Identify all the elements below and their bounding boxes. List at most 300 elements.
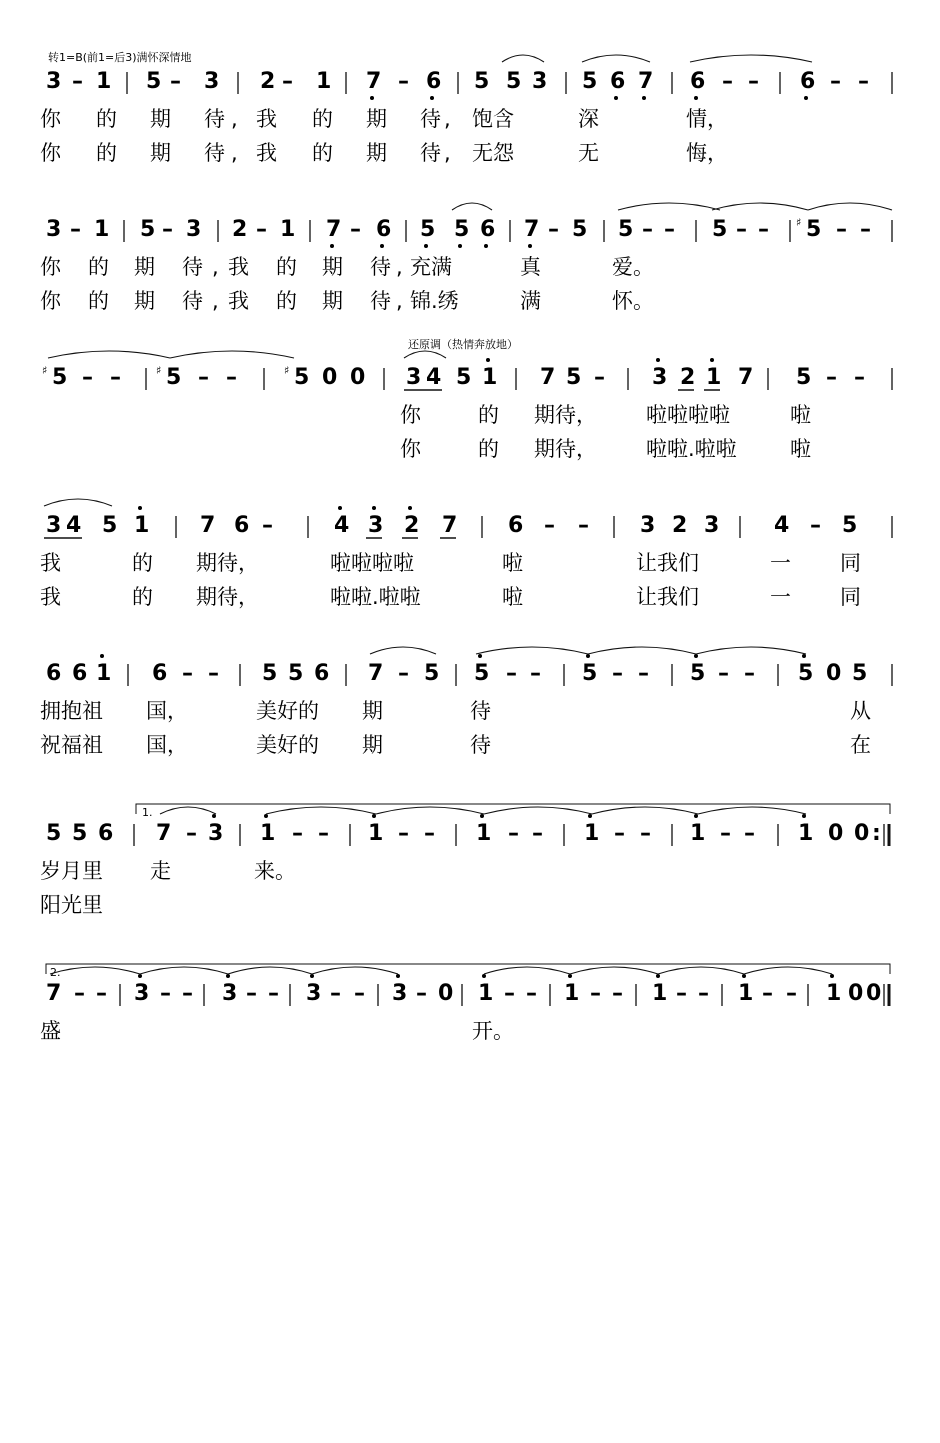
slur-tie: [808, 203, 892, 210]
note: 5: [506, 69, 522, 94]
lyric: 我: [228, 289, 249, 313]
lyric: 饱含: [472, 107, 514, 131]
slur-tie: [570, 967, 658, 974]
octave-dot-low: [330, 244, 334, 248]
note: 7: [366, 69, 382, 94]
note: –: [292, 821, 303, 846]
note: 6: [234, 513, 250, 538]
lyric: 待: [204, 107, 225, 131]
lyric: 的: [132, 585, 153, 609]
lyric: 爱。: [612, 255, 654, 279]
lyric: 啦: [502, 585, 523, 609]
lyric: ,: [444, 107, 451, 131]
note: 2: [260, 69, 276, 94]
note: 2: [680, 365, 696, 390]
note: –: [736, 217, 747, 242]
note: –: [110, 365, 121, 390]
octave-dot-low: [424, 244, 428, 248]
lyric: 啦: [790, 437, 811, 461]
octave-dot-high: [486, 358, 490, 362]
note: 1: [94, 217, 110, 242]
note: 6: [376, 217, 392, 242]
volta-label: 1.: [142, 806, 153, 819]
octave-dot-high: [100, 654, 104, 658]
note: 6: [480, 217, 496, 242]
lyric: 的: [88, 289, 109, 313]
lyric: 在: [850, 733, 871, 757]
octave-dot-low: [694, 96, 698, 100]
note: 1: [826, 981, 842, 1006]
note: 5: [166, 365, 182, 390]
lyric: 啦啦啦啦: [646, 403, 730, 427]
lyric: ,: [444, 141, 451, 165]
note: 5: [456, 365, 472, 390]
note: 5: [852, 661, 868, 686]
slur-tie: [484, 967, 570, 974]
lyric: 怀。: [612, 289, 654, 313]
note: 3: [406, 365, 422, 390]
note: 6: [46, 661, 62, 686]
repeat-dots: :: [872, 821, 881, 846]
octave-dot-high: [372, 814, 376, 818]
note: 0: [848, 981, 864, 1006]
note: 3: [46, 513, 62, 538]
lyric: 的: [132, 551, 153, 575]
lyric: 国，: [146, 699, 188, 723]
octave-dot-low: [380, 244, 384, 248]
lyric: 让我们: [636, 551, 699, 575]
octave-dot-low: [484, 244, 488, 248]
note: –: [786, 981, 797, 1006]
octave-dot-high: [802, 814, 806, 818]
lyric: 我: [256, 141, 277, 165]
note: 1: [584, 821, 600, 846]
lyric: 无: [578, 141, 599, 165]
slur-tie: [618, 203, 720, 210]
note: –: [530, 661, 541, 686]
note: –: [182, 981, 193, 1006]
note: –: [614, 821, 625, 846]
octave-dot-low: [430, 96, 434, 100]
octave-dot-high: [742, 974, 746, 978]
note: 5: [454, 217, 470, 242]
note: 7: [540, 365, 556, 390]
note: –: [860, 217, 871, 242]
notation-layer: [40, 55, 892, 1043]
note: 1: [798, 821, 814, 846]
note: –: [282, 69, 293, 94]
note: –: [82, 365, 93, 390]
note: 5: [566, 365, 582, 390]
note: –: [744, 821, 755, 846]
lyric: 待: [370, 255, 391, 279]
lyric: 的: [478, 403, 499, 427]
octave-dot-low: [804, 96, 808, 100]
note: 1: [280, 217, 296, 242]
note: –: [722, 69, 733, 94]
octave-dot-high: [338, 506, 342, 510]
note: 5: [140, 217, 156, 242]
note: 3: [704, 513, 720, 538]
note: 5: [146, 69, 162, 94]
note: –: [578, 513, 589, 538]
lyric: 祝福祖: [40, 733, 103, 757]
octave-dot-high: [568, 974, 572, 978]
note: 5: [102, 513, 118, 538]
lyric: 期待，: [196, 551, 259, 575]
lyric: 锦.绣: [410, 289, 459, 313]
lyric: ,: [231, 107, 238, 131]
note: 5: [474, 69, 490, 94]
note: 7: [442, 513, 458, 538]
slur-tie: [712, 203, 808, 210]
note: –: [424, 821, 435, 846]
note: –: [354, 981, 365, 1006]
note: –: [162, 217, 173, 242]
note: 5: [288, 661, 304, 686]
octave-dot-high: [138, 506, 142, 510]
lyric: 来。: [254, 859, 296, 883]
note: 0: [438, 981, 454, 1006]
note: 6: [610, 69, 626, 94]
octave-dot-high: [802, 654, 806, 658]
lyric: 真: [520, 255, 541, 279]
lyric: 待: [470, 733, 491, 757]
note: 1: [260, 821, 276, 846]
lyric: 从: [850, 699, 871, 723]
note: 3: [222, 981, 238, 1006]
note: –: [508, 821, 519, 846]
note: –: [718, 661, 729, 686]
note: 1: [316, 69, 332, 94]
note: –: [638, 661, 649, 686]
lyric: 的: [312, 107, 333, 131]
note: 6: [72, 661, 88, 686]
octave-dot-high: [138, 974, 142, 978]
note: –: [182, 661, 193, 686]
lyric: 的: [276, 289, 297, 313]
octave-dot-high: [656, 974, 660, 978]
sharp-sign: ♯: [42, 364, 48, 377]
slur-tie: [312, 967, 398, 974]
lyric: 深: [578, 107, 599, 131]
note: –: [398, 661, 409, 686]
note: 1: [368, 821, 384, 846]
note: –: [330, 981, 341, 1006]
note: 7: [46, 981, 62, 1006]
note: –: [612, 981, 623, 1006]
lyric: 期: [150, 107, 171, 131]
note: –: [748, 69, 759, 94]
note: –: [262, 513, 273, 538]
lyric: 无怨: [472, 141, 514, 165]
note: –: [758, 217, 769, 242]
note: 5: [798, 661, 814, 686]
lyric: ,: [396, 289, 403, 313]
note: 3: [392, 981, 408, 1006]
lyric: 的: [312, 141, 333, 165]
note: –: [504, 981, 515, 1006]
note: 1: [478, 981, 494, 1006]
lyric: 我: [256, 107, 277, 131]
lyric: 啦: [502, 551, 523, 575]
note: 4: [66, 513, 82, 538]
note: 2: [404, 513, 420, 538]
note: 7: [368, 661, 384, 686]
slur-tie: [698, 807, 806, 814]
note: –: [70, 217, 81, 242]
lyric: 期: [366, 141, 387, 165]
lyric: 满: [520, 289, 541, 313]
lyric: 啦啦啦啦: [330, 551, 414, 575]
note: 7: [156, 821, 172, 846]
note: 6: [508, 513, 524, 538]
note: 4: [774, 513, 790, 538]
slur-tie: [588, 647, 696, 654]
lyric: 待: [420, 107, 441, 131]
octave-dot-low: [458, 244, 462, 248]
lyric: 期待，: [534, 403, 597, 427]
note: 5: [46, 821, 62, 846]
lyric: ,: [212, 289, 219, 313]
slur-tie: [376, 807, 484, 814]
lyric: 期: [134, 289, 155, 313]
lyric: 情，: [686, 107, 728, 131]
lyric: 期: [322, 255, 343, 279]
note: –: [762, 981, 773, 1006]
lyric: 阳光里: [40, 893, 103, 917]
octave-dot-low: [642, 96, 646, 100]
note: –: [830, 69, 841, 94]
note: 2: [232, 217, 248, 242]
note: 6: [152, 661, 168, 686]
note: –: [826, 365, 837, 390]
octave-dot-high: [264, 814, 268, 818]
octave-dot-high: [482, 974, 486, 978]
note: 1: [96, 69, 112, 94]
note: 1: [690, 821, 706, 846]
note: –: [612, 661, 623, 686]
note: –: [318, 821, 329, 846]
note: –: [160, 981, 171, 1006]
lyric: 开。: [472, 1019, 514, 1043]
lyric: 我: [40, 551, 61, 575]
note: 3: [204, 69, 220, 94]
slur-tie: [690, 55, 812, 62]
note: 3: [46, 69, 62, 94]
lyric: 你: [400, 403, 421, 427]
note: 1: [134, 513, 150, 538]
slur-tie: [452, 203, 492, 210]
note: 7: [638, 69, 654, 94]
note: 4: [334, 513, 350, 538]
note: –: [226, 365, 237, 390]
slur-tie: [370, 647, 436, 654]
slur-tie: [50, 967, 140, 974]
slur-tie: [592, 807, 698, 814]
slur-tie: [228, 967, 312, 974]
lyric: ,: [396, 255, 403, 279]
lyric: 盛: [40, 1019, 61, 1043]
note: –: [720, 821, 731, 846]
octave-dot-low: [528, 244, 532, 248]
note: –: [532, 821, 543, 846]
lyric: 你: [40, 107, 61, 131]
note: 3: [640, 513, 656, 538]
note: 5: [572, 217, 588, 242]
lyric: 待: [182, 255, 203, 279]
note: 3: [186, 217, 202, 242]
lyric: 期: [150, 141, 171, 165]
note: 1: [476, 821, 492, 846]
note: 5: [72, 821, 88, 846]
lyric: 美好的: [256, 733, 319, 757]
note: 5: [474, 661, 490, 686]
lyric: 你: [40, 141, 61, 165]
note: –: [664, 217, 675, 242]
note: –: [72, 69, 83, 94]
note: 0: [828, 821, 844, 846]
note: 7: [524, 217, 540, 242]
note: 1: [482, 365, 498, 390]
octave-dot-high: [396, 974, 400, 978]
lyric: 的: [276, 255, 297, 279]
note: –: [350, 217, 361, 242]
lyric: 我: [228, 255, 249, 279]
octave-dot-high: [372, 506, 376, 510]
octave-dot-high: [478, 654, 482, 658]
octave-dot-high: [588, 814, 592, 818]
note: –: [506, 661, 517, 686]
slur-tie: [658, 967, 744, 974]
octave-dot-high: [310, 974, 314, 978]
slur-tie: [170, 351, 294, 358]
note: 7: [326, 217, 342, 242]
note: 5: [582, 69, 598, 94]
key-restore-annotation: 还原调（热情奔放地）: [408, 338, 518, 351]
note: 5: [712, 217, 728, 242]
lyric: 拥抱祖: [40, 699, 103, 723]
lyric: 国，: [146, 733, 188, 757]
note: 6: [314, 661, 330, 686]
lyric: 啦: [790, 403, 811, 427]
volta-label: 2.: [50, 966, 61, 979]
note: 5: [424, 661, 440, 686]
lyric: 美好的: [256, 699, 319, 723]
note: –: [544, 513, 555, 538]
note: 3: [652, 365, 668, 390]
note: 6: [98, 821, 114, 846]
octave-dot-high: [656, 358, 660, 362]
note: 0: [322, 365, 338, 390]
note: –: [594, 365, 605, 390]
key-change-annotation: 转1=B(前1=后3)满怀深情地: [48, 51, 192, 64]
sharp-sign: ♯: [156, 364, 162, 377]
note: –: [256, 217, 267, 242]
lyric: 充满: [410, 255, 452, 279]
note: 3: [46, 217, 62, 242]
note: –: [698, 981, 709, 1006]
lyric: 你: [400, 437, 421, 461]
octave-dot-low: [614, 96, 618, 100]
note: –: [642, 217, 653, 242]
note: –: [268, 981, 279, 1006]
lyric: 的: [96, 107, 117, 131]
slur-tie: [744, 967, 832, 974]
lyric: 期: [362, 699, 383, 723]
lyric: ,: [212, 255, 219, 279]
note: 5: [420, 217, 436, 242]
octave-dot-high: [480, 814, 484, 818]
note: –: [548, 217, 559, 242]
note: 2: [672, 513, 688, 538]
lyric: 的: [88, 255, 109, 279]
octave-dot-low: [370, 96, 374, 100]
note: 5: [806, 217, 822, 242]
lyric: 悔，: [686, 141, 728, 165]
note: 0: [350, 365, 366, 390]
note: 7: [200, 513, 216, 538]
lyric: 啦啦.啦啦: [646, 437, 737, 461]
note: –: [96, 981, 107, 1006]
lyric: 我: [40, 585, 61, 609]
note: 5: [618, 217, 634, 242]
lyric: 让我们: [636, 585, 699, 609]
sharp-sign: ♯: [284, 364, 290, 377]
lyric: 期: [362, 733, 383, 757]
lyric: 期: [134, 255, 155, 279]
note: 6: [800, 69, 816, 94]
note: –: [676, 981, 687, 1006]
note: 7: [738, 365, 754, 390]
octave-dot-high: [586, 654, 590, 658]
lyric: 期待，: [534, 437, 597, 461]
note: –: [858, 69, 869, 94]
slur-tie: [696, 647, 806, 654]
note: 3: [306, 981, 322, 1006]
slur-tie: [48, 351, 170, 358]
note: 5: [52, 365, 68, 390]
slur-tie: [44, 499, 112, 506]
note: 1: [96, 661, 112, 686]
lyric: 同: [840, 585, 861, 609]
note: –: [744, 661, 755, 686]
lyric: 啦啦.啦啦: [330, 585, 421, 609]
lyric: 一: [770, 585, 791, 609]
octave-dot-high: [830, 974, 834, 978]
lyric: 你: [40, 255, 61, 279]
note: –: [398, 69, 409, 94]
lyric: 待: [470, 699, 491, 723]
note: 3: [368, 513, 384, 538]
lyric: ,: [231, 141, 238, 165]
lyric: 待: [182, 289, 203, 313]
note: 6: [690, 69, 706, 94]
octave-dot-high: [226, 974, 230, 978]
octave-dot-high: [408, 506, 412, 510]
note: –: [74, 981, 85, 1006]
lyric: 你: [40, 289, 61, 313]
note: –: [810, 513, 821, 538]
octave-dot-high: [710, 358, 714, 362]
note: 1: [706, 365, 722, 390]
note: 0: [866, 981, 882, 1006]
note: –: [198, 365, 209, 390]
lyric: 待: [204, 141, 225, 165]
note: 5: [294, 365, 310, 390]
note: 5: [262, 661, 278, 686]
note: –: [590, 981, 601, 1006]
